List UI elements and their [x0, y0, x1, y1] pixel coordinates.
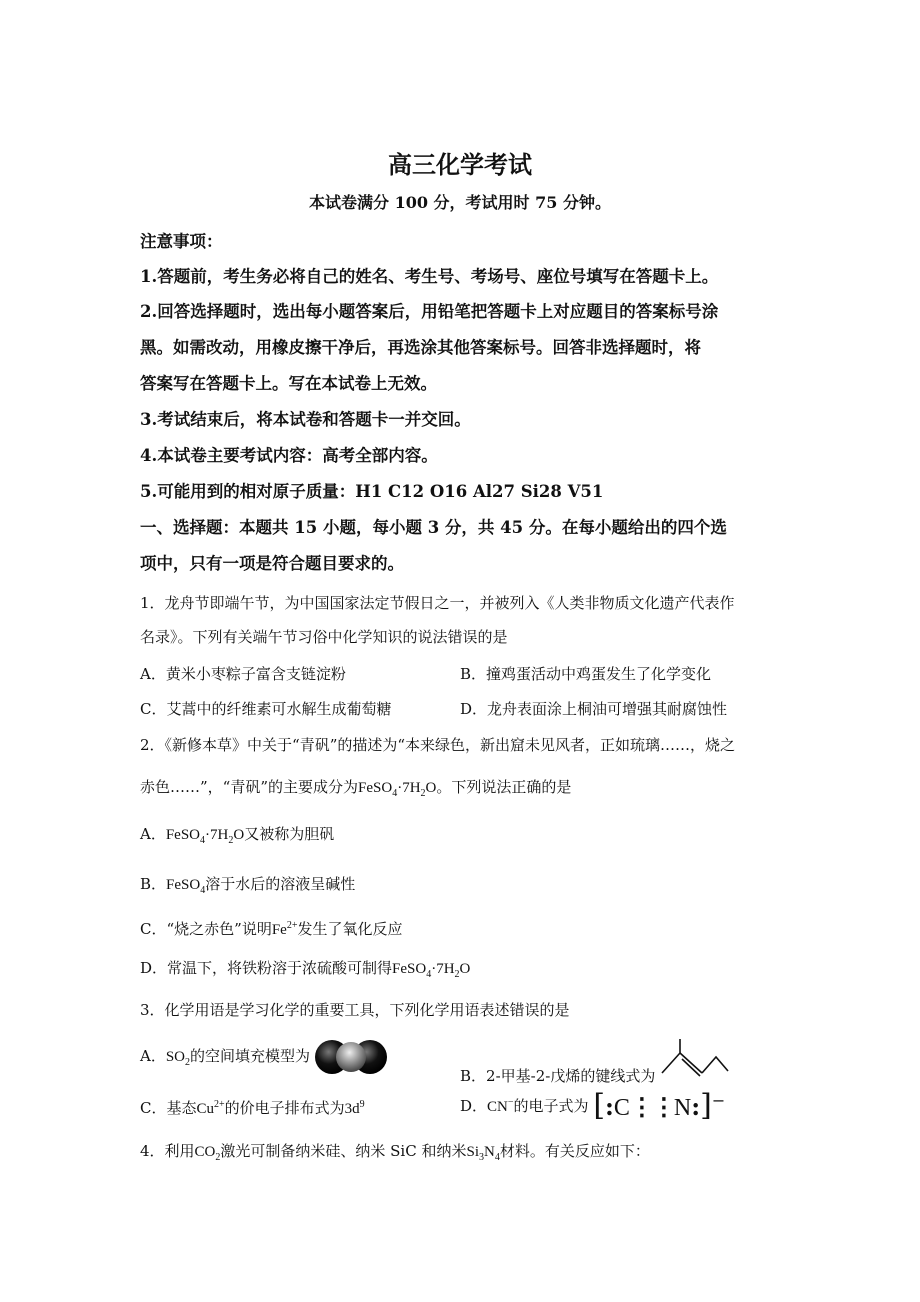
formula-feso4: FeSO$_4$ — [166, 877, 206, 896]
note-item-2-cont2: 答案写在答题卡上。写在本试卷上无效。 — [140, 374, 437, 393]
q1-option-b: B．撞鸡蛋活动中鸡蛋发生了化学变化 — [460, 665, 712, 683]
electron-configuration: $3d^9$ — [344, 1099, 365, 1117]
q3-option-a: A．$SO_2$的空间填充模型为 — [140, 1039, 387, 1075]
q1-option-d: D．龙舟表面涂上桐油可增强其耐腐蚀性 — [460, 700, 728, 718]
formula-feso4-7h2o-d: $FeSO_4\cdot 7H_2O$ — [392, 961, 471, 980]
q2-stem-2-end: 。下列说法正确的是 — [436, 778, 572, 796]
q2-option-a: A．$FeSO_4\cdot 7H_2O$又被称为胆矾 — [140, 825, 335, 846]
q2-stem-1: 2．《新修本草》中关于“青矾”的描述为“本来绿色，新出窟未见风者，正如琉璃……，烧之 — [140, 736, 736, 754]
formula-feso4-7h2o-a: $FeSO_4\cdot 7H_2O$ — [165, 827, 245, 846]
note-item-4: 4.本试卷主要考试内容：高考全部内容。 — [140, 446, 438, 465]
q1-option-a: A．黄米小枣粽子富含支链淀粉 — [140, 665, 346, 683]
skeletal-formula-2-methyl-2-pentene — [660, 1039, 730, 1089]
cn-lewis-structure: [:C⋮⋮N:]− — [593, 1088, 726, 1123]
q2-option-c: C．“烧之赤色”说明$Fe^{2+}$发生了氧化反应 — [140, 920, 403, 938]
formula-so2: $SO_2$ — [165, 1049, 191, 1068]
q2-option-b: B．FeSO$_4$溶于水后的溶液呈碱性 — [140, 875, 356, 896]
exam-title: 高三化学考试 — [388, 150, 532, 179]
note-item-5: 5.可能用到的相对原子质量：H1 C12 O16 Al27 Si28 V51 — [140, 482, 604, 501]
formula-cu2plus: $Cu^{2+}$ — [196, 1099, 225, 1117]
q1-stem-1: 1．龙舟节即端午节，为中国国家法定节假日之一，并被列入《人类非物质文化遗产代表作 — [140, 594, 735, 612]
q1-option-c: C．艾蒿中的纤维素可水解生成葡萄糖 — [140, 700, 392, 718]
q1-stem-2: 名录》。下列有关端午节习俗中化学知识的说法错误的是 — [140, 628, 508, 646]
formula-feso4-7h2o: $FeSO_4\cdot 7H_2O$ — [358, 780, 437, 799]
note-item-1: 1.答题前，考生务必将自己的姓名、考生号、考场号、座位号填写在答题卡上。 — [140, 267, 719, 286]
sulfur-atom — [336, 1042, 366, 1072]
note-item-3: 3.考试结束后，将本试卷和答题卡一并交回。 — [140, 410, 471, 429]
q2-stem-2-text: 赤色……”，“青矾”的主要成分为 — [140, 778, 359, 796]
note-item-2: 2.回答选择题时，选出每小题答案后，用铅笔把答题卡上对应题目的答案标号涂 — [140, 302, 719, 321]
formula-si3n4: $Si_3N_4$ — [466, 1144, 500, 1163]
section-heading: 一、选择题：本题共 15 小题，每小题 3 分，共 45 分。在每小题给出的四个选 — [140, 518, 727, 537]
formula-fe2plus: $Fe^{2+}$ — [271, 920, 298, 938]
notes-heading: 注意事项： — [140, 232, 223, 251]
formula-cn-minus: CN− — [487, 1097, 514, 1115]
q4-stem: 4．利用$CO_2$激光可制备纳米硅、纳米 SiC 和纳米$Si_3N_4$材料。有关反应如下： — [140, 1142, 650, 1163]
section-heading-cont: 项中，只有一项是符合题目要求的。 — [140, 554, 404, 573]
q3-option-d: D．CN−的电子式为 [:C⋮⋮N:]− — [460, 1088, 726, 1123]
q3-option-c: C．基态$Cu^{2+}$的价电子排布式为$3d^9$ — [140, 1099, 365, 1117]
q2-option-d: D．常温下，将铁粉溶于浓硫酸可制得$FeSO_4\cdot 7H_2O$ — [140, 959, 471, 980]
q3-stem: 3．化学用语是学习化学的重要工具，下列化学用语表述错误的是 — [140, 1001, 570, 1019]
so2-space-filling-model — [315, 1039, 387, 1075]
formula-co2: $CO_2$ — [194, 1144, 221, 1163]
exam-subtitle: 本试卷满分 100 分，考试用时 75 分钟。 — [309, 193, 611, 212]
q2-stem-2 — [140, 776, 571, 805]
note-item-2-cont: 黑。如需改动，用橡皮擦干净后，再选涂其他答案标号。回答非选择题时，将 — [140, 338, 701, 357]
q3-option-b: B．2-甲基-2-戊烯的键线式为 — [460, 1039, 730, 1089]
